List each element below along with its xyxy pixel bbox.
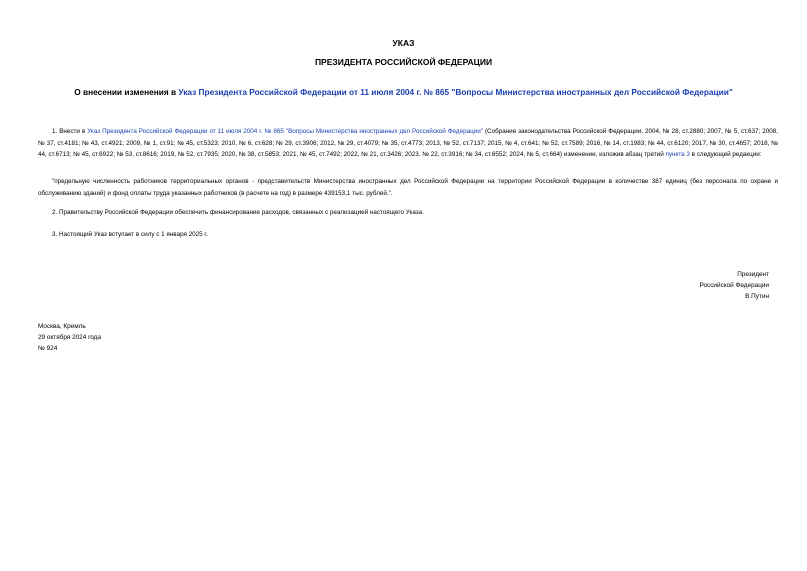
- signature-position: Президент: [737, 271, 769, 278]
- signature-block: [700, 269, 770, 302]
- paragraph-1: [38, 126, 778, 161]
- quoted-text: "предельную численность работников территориальных органов - представительств Министерства иностранных дел Российской Федерации на территории Российской Федерации в количестве 387 единиц (без персонала по охране и обслуживанию зданий) и фонд оплаты труда указанных работников (в расчете на год) в размере 439153,1 тыс. рублей.".: [38, 178, 778, 197]
- document-subject: [0, 87, 807, 98]
- p1-middle: (Собрание законодательства Российской Федерации, 2004, № 28, ст.2880; 2007, № 5, ст.637; 2008, № 37, ст.4181; № 43, ст.4921; 2009, № 1, ст.91; № 45, ст.5323; 2010, № 6, ст.628; № 29, ст.3906; 2012, № 29, ст.4079; № 35, ст.4773; 2013, № 52, ст.7137; 2015, № 4, ст.641; № 52, ст.7589; 2016, № 14, ст.1983; № 44, ст.6120; 2017, № 30, ст.4657; 2018, № 44, ст.6713; № 45, ст.6922; № 53, ст.8616; 2019, № 52, ст.7935; 2020, № 38, ст.5853; 2021, № 45, ст.7492; 2022, № 21, ст.3426; 2023, № 22, ст.3916; № 34, ст.6552; 2024, № 5, ст.664) изменение, изложив абзац третий: [38, 128, 779, 159]
- paragraph-2: 2. Правительству Российской Федерации обеспечить финансирование расходов, связанных с реализацией настоящего Указа.: [52, 209, 424, 216]
- p1-prefix: 1. Внести в: [52, 128, 88, 135]
- subject-prefix: О внесении изменения в: [74, 87, 179, 97]
- document-type-title: УКАЗ: [392, 38, 415, 48]
- place-date-block: [38, 321, 101, 354]
- p1-decree-link[interactable]: Указ Президента Российской Федерации от 11 июля 2004 г. № 865 "Вопросы Министерства иностранных дел Российской Федерации": [87, 128, 483, 135]
- signing-date: 29 октября 2024 года: [38, 334, 101, 341]
- signature-name: В.Путин: [745, 293, 769, 300]
- signing-place: Москва, Кремль: [38, 323, 86, 330]
- paragraph-3: 3. Настоящий Указ вступает в силу с 1 января 2025 г.: [52, 231, 208, 238]
- issuer-title: ПРЕЗИДЕНТА РОССИЙСКОЙ ФЕДЕРАЦИИ: [314, 57, 493, 67]
- p1-clause-link[interactable]: пункта 3: [665, 151, 690, 159]
- signature-country: Российской Федерации: [699, 282, 769, 289]
- p1-suffix: в следующей редакции:: [689, 151, 762, 159]
- document-number: № 924: [38, 345, 58, 352]
- subject-link[interactable]: Указ Президента Российской Федерации от 11 июля 2004 г. № 865 "Вопросы Министерства иностранных дел Российской Федерации": [178, 87, 733, 97]
